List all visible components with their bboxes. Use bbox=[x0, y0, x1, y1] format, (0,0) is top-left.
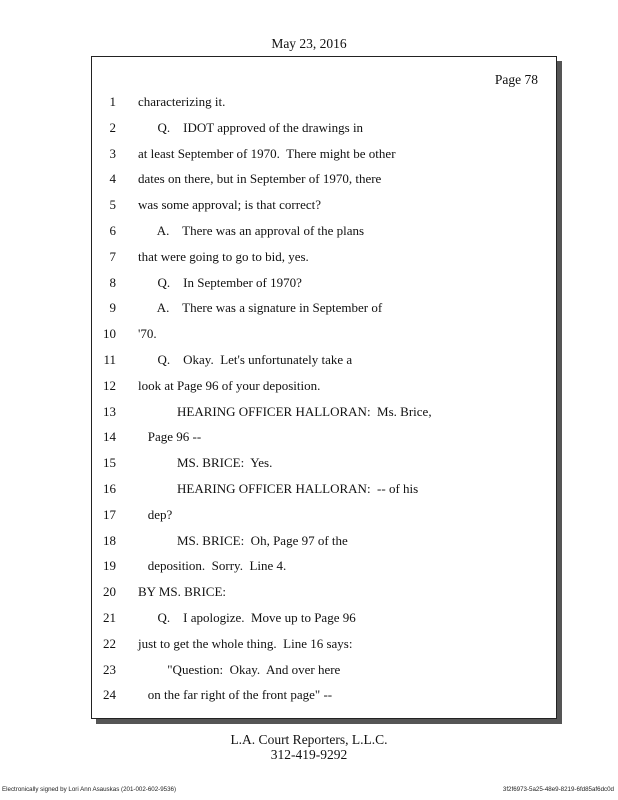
line-number: 3 bbox=[109, 145, 116, 161]
transcript-line bbox=[92, 376, 556, 402]
line-number: 21 bbox=[103, 609, 116, 625]
line-text: at least September of 1970. There might be other bbox=[138, 145, 396, 161]
line-number: 9 bbox=[109, 300, 116, 316]
transcript-line bbox=[92, 92, 556, 118]
line-text: look at Page 96 of your deposition. bbox=[138, 377, 321, 393]
line-text: Q. Okay. Let's unfortunately take a bbox=[138, 351, 353, 367]
line-number: 4 bbox=[109, 171, 116, 187]
line-text: dep? bbox=[138, 506, 173, 522]
line-text: just to get the whole thing. Line 16 says: bbox=[138, 635, 353, 651]
transcript-line bbox=[92, 402, 556, 428]
transcript-line bbox=[92, 221, 556, 247]
transcript-line bbox=[92, 118, 556, 144]
line-number: 6 bbox=[109, 222, 116, 238]
line-text: characterizing it. bbox=[138, 94, 226, 109]
line-number: 14 bbox=[103, 429, 116, 445]
transcript-line bbox=[92, 634, 556, 660]
line-text: MS. BRICE: Yes. bbox=[138, 455, 273, 471]
line-text: Q. In September of 1970? bbox=[138, 274, 302, 290]
line-number: 2 bbox=[109, 119, 116, 135]
transcript-line bbox=[92, 195, 556, 221]
line-text: was some approval; is that correct? bbox=[138, 197, 322, 213]
line-text: "Question: Okay. And over here bbox=[138, 661, 341, 677]
line-number: 24 bbox=[103, 687, 116, 703]
line-text: that were going to go to bid, yes. bbox=[138, 248, 309, 264]
line-number: 1 bbox=[109, 94, 116, 109]
line-number: 19 bbox=[103, 558, 116, 574]
line-number: 16 bbox=[103, 480, 116, 496]
line-number: 10 bbox=[103, 326, 116, 342]
line-text: deposition. Sorry. Line 4. bbox=[138, 558, 287, 574]
reporter-phone: 312-419-9292 bbox=[270, 747, 348, 762]
transcript-line bbox=[92, 582, 556, 608]
line-number: 8 bbox=[109, 274, 116, 290]
line-text: dates on there, but in September of 1970, there bbox=[138, 171, 382, 187]
transcript-line bbox=[92, 453, 556, 479]
line-number: 22 bbox=[103, 635, 116, 651]
line-number: 23 bbox=[103, 661, 116, 677]
transcript-line bbox=[92, 479, 556, 505]
line-text: BY MS. BRICE: bbox=[138, 584, 227, 600]
transcript-line bbox=[92, 556, 556, 582]
transcript-line bbox=[92, 350, 556, 376]
transcript-line bbox=[92, 247, 556, 273]
line-number: 17 bbox=[103, 506, 116, 522]
line-text: Page 96 -- bbox=[138, 429, 202, 445]
line-number: 20 bbox=[103, 584, 116, 600]
transcript-line bbox=[92, 169, 556, 195]
transcript-line bbox=[92, 685, 556, 711]
line-number: 15 bbox=[103, 455, 116, 471]
document-hash: 3f2f6973-5a25-48e9-8219-6fd85af6dc0d bbox=[502, 786, 614, 793]
line-text: Q. IDOT approved of the drawings in bbox=[138, 119, 364, 135]
line-number: 5 bbox=[109, 197, 116, 213]
transcript-line bbox=[92, 144, 556, 170]
line-text: HEARING OFFICER HALLORAN: -- of his bbox=[138, 480, 419, 496]
transcript-line bbox=[92, 505, 556, 531]
page-number: Page 78 bbox=[494, 72, 538, 87]
line-text: A. There was a signature in September of bbox=[138, 300, 383, 316]
transcript-line bbox=[92, 324, 556, 350]
reporter-name: L.A. Court Reporters, L.L.C. bbox=[230, 732, 388, 747]
transcript-line bbox=[92, 298, 556, 324]
transcript-line bbox=[92, 608, 556, 634]
line-number: 11 bbox=[103, 351, 116, 367]
line-number: 7 bbox=[109, 248, 116, 264]
transcript-line bbox=[92, 427, 556, 453]
line-text: MS. BRICE: Oh, Page 97 of the bbox=[138, 532, 348, 548]
line-text: A. There was an approval of the plans bbox=[138, 222, 365, 238]
line-text: HEARING OFFICER HALLORAN: Ms. Brice, bbox=[138, 403, 432, 419]
transcript-page bbox=[91, 56, 557, 719]
line-number: 18 bbox=[103, 532, 116, 548]
line-number: 13 bbox=[103, 403, 116, 419]
transcript-line bbox=[92, 660, 556, 686]
document-date: May 23, 2016 bbox=[271, 36, 347, 51]
line-text: '70. bbox=[138, 326, 157, 342]
line-number: 12 bbox=[103, 377, 116, 393]
line-text: on the far right of the front page" -- bbox=[138, 687, 333, 703]
transcript-line bbox=[92, 273, 556, 299]
transcript-lines bbox=[92, 92, 556, 711]
transcript-line bbox=[92, 531, 556, 557]
electronic-signature: Electronically signed by Lori Ann Asauskas (201-002-602-9536) bbox=[2, 786, 177, 793]
line-text: Q. I apologize. Move up to Page 96 bbox=[138, 609, 356, 625]
